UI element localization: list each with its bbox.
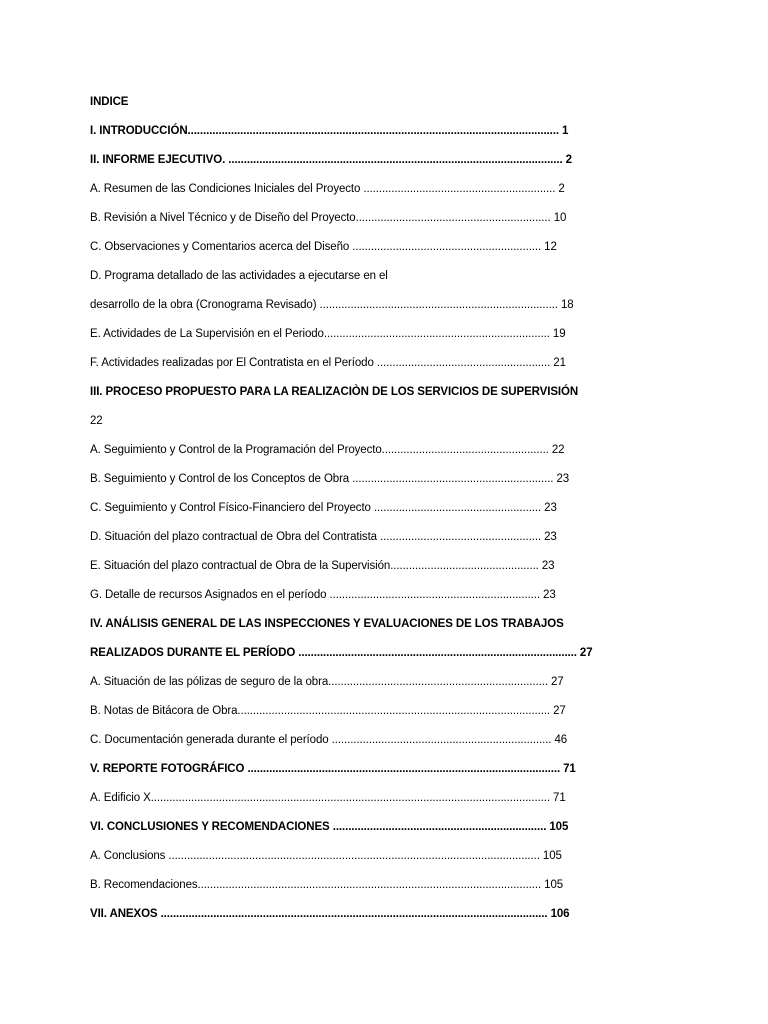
toc-entry: A. Conclusions ........................................................................................................................ 105 — [90, 850, 562, 862]
toc-entry: A. Resumen de las Condiciones Iniciales del Proyecto .............................................................. 2 — [90, 183, 565, 195]
toc-entry: B. Notas de Bitácora de Obra..................................................................................................... 27 — [90, 705, 566, 717]
toc-entry: A. Edificio X................................................................................................................................. 71 — [90, 792, 566, 804]
toc-entry-proceso-propuesto: III. PROCESO PROPUESTO PARA LA REALIZACIÒN DE LOS SERVICIOS DE SUPERVISIÓN — [90, 386, 579, 398]
toc-entry: desarrollo de la obra (Cronograma Revisado) ............................................................................. 18 — [90, 299, 574, 311]
toc-entry: C. Observaciones y Comentarios acerca del Diseño ............................................................. 12 — [90, 241, 557, 253]
toc-entry: D. Programa detallado de las actividades a ejecutarse en el — [90, 270, 388, 282]
toc-entry: C. Seguimiento y Control Físico-Financiero del Proyecto ...................................................... 23 — [90, 502, 557, 514]
toc-entry: E. Actividades de La Supervisión en el Periodo......................................................................... 19 — [90, 328, 566, 340]
toc-entry-conclusiones: VI. CONCLUSIONES Y RECOMENDACIONES ..................................................................... 105 — [90, 821, 569, 833]
toc-entry: A. Situación de las pólizas de seguro de la obra....................................................................... 27 — [90, 676, 564, 688]
toc-entry: D. Situación del plazo contractual de Obra del Contratista .................................................... 23 — [90, 531, 557, 543]
toc-entry: G. Detalle de recursos Asignados en el período .................................................................... 23 — [90, 589, 556, 601]
toc-entry-introduccion: I. INTRODUCCIÓN........................................................................................................................ 1 — [90, 125, 569, 137]
toc-entry: B. Recomendaciones............................................................................................................... 105 — [90, 879, 564, 891]
toc-entry: A. Seguimiento y Control de la Programación del Proyecto...................................................... 22 — [90, 444, 565, 456]
toc-entry-realizados: REALIZADOS DURANTE EL PERÍODO .......................................................................................... 27 — [90, 647, 593, 659]
toc-entry-informe-ejecutivo: II. INFORME EJECUTIVO. ............................................................................................................ 2 — [90, 154, 572, 166]
toc-entry-analisis-general: IV. ANÁLISIS GENERAL DE LAS INSPECCIONES Y EVALUACIONES DE LOS TRABAJOS — [90, 618, 564, 630]
toc-entry: B. Revisión a Nivel Técnico y de Diseño del Proyecto............................................................... 10 — [90, 212, 567, 224]
toc-entry-page-number: 22 — [90, 415, 103, 427]
toc-entry: B. Seguimiento y Control de los Conceptos de Obra ................................................................. 23 — [90, 473, 570, 485]
toc-heading: INDICE — [90, 96, 129, 108]
toc-entry: F. Actividades realizadas por El Contratista en el Período ........................................................ 21 — [90, 357, 566, 369]
toc-entry: E. Situación del plazo contractual de Obra de la Supervisión................................................ 23 — [90, 560, 555, 572]
toc-entry-anexos: VII. ANEXOS ............................................................................................................................. 106 — [90, 908, 570, 920]
toc-entry-reporte-fotografico: V. REPORTE FOTOGRÁFICO ..................................................................................................... 71 — [90, 763, 576, 775]
toc-entry: C. Documentación generada durante el período ....................................................................... 46 — [90, 734, 568, 746]
